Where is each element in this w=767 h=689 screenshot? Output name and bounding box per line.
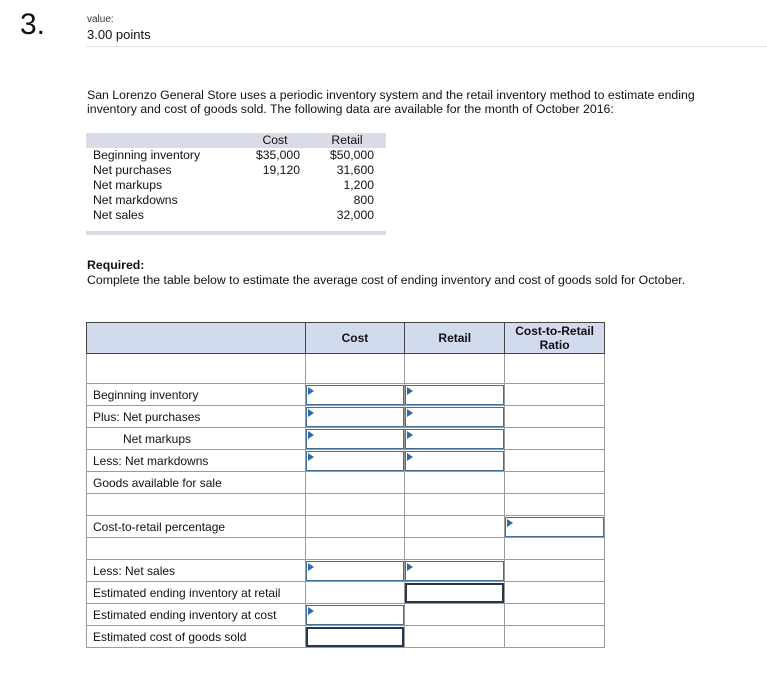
- cost-cell: [305, 450, 405, 472]
- data-row-cost: 19,120: [262, 163, 300, 177]
- ratio-cell: [505, 406, 605, 428]
- data-row: [86, 148, 386, 163]
- data-header-row: [86, 133, 386, 148]
- input-marker-icon: [308, 387, 314, 395]
- ratio-cell: [505, 450, 605, 472]
- ratio-cell: [505, 384, 605, 406]
- cost-input[interactable]: [306, 429, 405, 449]
- ratio-cell: [505, 582, 605, 604]
- data-row: [86, 208, 386, 223]
- answer-row-end-cost: [87, 604, 605, 626]
- input-marker-icon: [308, 453, 314, 461]
- spacer-row: [87, 494, 605, 516]
- answer-row-cogs: [87, 626, 605, 648]
- answer-header-ratio: Cost-to-Retail Ratio: [505, 323, 605, 354]
- given-data-table: [86, 133, 386, 223]
- input-marker-icon: [407, 563, 413, 571]
- cost-input[interactable]: [306, 385, 405, 405]
- data-row-label: Net markdowns: [93, 193, 178, 207]
- cost-cell: [305, 472, 405, 494]
- retail-cell: [405, 626, 505, 648]
- row-label: Estimated cost of goods sold: [87, 626, 306, 648]
- question-points: 3.00 points: [87, 27, 151, 42]
- answer-header-row: [87, 323, 605, 354]
- cost-cell: [305, 406, 405, 428]
- retail-input[interactable]: [405, 561, 504, 581]
- row-label: Estimated ending inventory at retail: [87, 582, 306, 604]
- data-row-label: Net markups: [93, 178, 163, 192]
- answer-row-beginning: [87, 384, 605, 406]
- data-row-label: Net sales: [93, 208, 144, 222]
- data-row-label: Net purchases: [93, 163, 172, 177]
- data-row-retail: 800: [353, 193, 374, 207]
- spacer-row: [87, 538, 605, 560]
- data-row-cost: [250, 193, 308, 208]
- input-marker-icon: [407, 409, 413, 417]
- cost-input[interactable]: [306, 605, 405, 625]
- row-label: Beginning inventory: [87, 384, 306, 406]
- data-row-retail: 1,200: [343, 178, 374, 192]
- retail-input[interactable]: [405, 451, 504, 471]
- row-label: Estimated ending inventory at cost: [87, 604, 306, 626]
- retail-cell: [405, 604, 505, 626]
- cost-cell: [305, 582, 405, 604]
- cost-cell: [305, 428, 405, 450]
- input-marker-icon: [407, 431, 413, 439]
- data-row-label: Beginning inventory: [93, 148, 201, 162]
- cost-cell: [305, 560, 405, 582]
- data-row: [86, 178, 386, 193]
- row-label: Less: Net sales: [87, 560, 306, 582]
- row-label: Plus: Net purchases: [87, 406, 306, 428]
- input-marker-icon: [308, 607, 314, 615]
- cost-cell: [305, 626, 405, 648]
- data-row-cost: [250, 208, 308, 223]
- answer-row-markdowns: [87, 450, 605, 472]
- data-row-retail: 31,600: [336, 163, 374, 177]
- spacer-row: [87, 354, 605, 384]
- divider: [86, 46, 767, 47]
- data-row-cost: $35,000: [255, 148, 300, 162]
- ratio-cell: [505, 604, 605, 626]
- retail-input[interactable]: [405, 407, 504, 427]
- value-label: value:: [87, 14, 114, 25]
- retail-cell: [405, 472, 505, 494]
- retail-cell: [405, 406, 505, 428]
- answer-header-cost: Cost: [305, 323, 405, 354]
- answer-row-goods-available: [87, 472, 605, 494]
- data-table-bottom-bar: [86, 231, 386, 235]
- row-label: Cost-to-retail percentage: [87, 516, 306, 538]
- answer-row-end-retail: [87, 582, 605, 604]
- answer-row-ratio: [87, 516, 605, 538]
- data-row: [86, 193, 386, 208]
- data-row-cost: [250, 178, 308, 193]
- data-header-cost: Cost: [250, 133, 308, 148]
- cost-cell: [305, 516, 405, 538]
- data-row: [86, 163, 386, 178]
- retail-cell: [405, 384, 505, 406]
- input-marker-icon: [308, 409, 314, 417]
- input-marker-icon: [308, 431, 314, 439]
- answer-header-label: [87, 323, 306, 354]
- data-header-label: [86, 133, 250, 148]
- ratio-cell: [505, 516, 605, 538]
- input-marker-icon: [308, 563, 314, 571]
- answer-row-sales: [87, 560, 605, 582]
- retail-input[interactable]: [405, 429, 504, 449]
- ratio-cell: [505, 428, 605, 450]
- row-label: Net markups: [87, 428, 306, 450]
- cost-input[interactable]: [306, 407, 405, 427]
- answer-table: [86, 322, 605, 648]
- required-heading: Required:: [87, 258, 145, 272]
- required-text: Complete the table below to estimate the average cost of ending inventory and cost of goods sold for October.: [87, 273, 686, 287]
- question-number: 3.: [20, 8, 46, 41]
- ratio-cell: [505, 472, 605, 494]
- ratio-input[interactable]: [505, 517, 604, 537]
- answer-header-retail: Retail: [405, 323, 505, 354]
- data-row-retail: $50,000: [329, 148, 374, 162]
- retail-cell: [405, 450, 505, 472]
- retail-cell: [405, 560, 505, 582]
- retail-input[interactable]: [405, 385, 504, 405]
- answer-row-purchases: [87, 406, 605, 428]
- retail-cell: [405, 582, 505, 604]
- row-label: Less: Net markdowns: [87, 450, 306, 472]
- cost-cell: [305, 604, 405, 626]
- input-marker-icon: [407, 387, 413, 395]
- ratio-cell: [505, 626, 605, 648]
- cost-input[interactable]: [306, 627, 405, 647]
- row-label: Goods available for sale: [87, 472, 306, 494]
- problem-intro: San Lorenzo General Store uses a periodic inventory system and the retail inventory method to estimate ending inventory and cost of goods sold. The following data are available for the month of October 2016:: [87, 88, 695, 116]
- input-marker-icon: [407, 453, 413, 461]
- answer-row-markups: [87, 428, 605, 450]
- ratio-cell: [505, 560, 605, 582]
- cost-cell: [305, 384, 405, 406]
- retail-cell: [405, 428, 505, 450]
- data-header-retail: Retail: [308, 133, 386, 148]
- retail-cell: [405, 516, 505, 538]
- data-row-retail: 32,000: [336, 208, 374, 222]
- cost-input[interactable]: [306, 451, 405, 471]
- input-marker-icon: [507, 519, 513, 527]
- cost-input[interactable]: [306, 561, 405, 581]
- retail-input[interactable]: [405, 583, 504, 603]
